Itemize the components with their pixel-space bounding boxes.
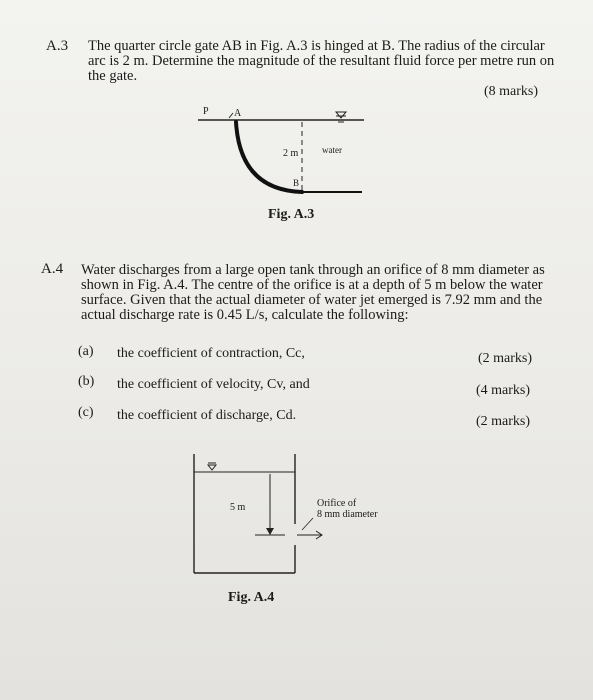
item-letter-a: (a) [78, 344, 94, 359]
item-marks-c: (2 marks) [476, 414, 531, 429]
figure-a3-caption: Fig. A.3 [268, 207, 315, 222]
question-a4-line: shown in Fig. A.4. The centre of the orifice is at a depth of 5 m below the water [81, 277, 543, 293]
question-a4-line: surface. Given that the actual diameter of water jet emerged is 7.92 mm and the [81, 292, 543, 308]
item-marks-a: (2 marks) [478, 351, 533, 366]
question-a3-line: The quarter circle gate AB in Fig. A.3 is hinged at B. The radius of the circular [88, 38, 545, 54]
question-a3-line: the gate. [88, 68, 138, 84]
question-a3-line: arc is 2 m. Determine the magnitude of the resultant fluid force per metre run on [88, 53, 555, 69]
label-b: B [293, 178, 300, 188]
item-text-c: the coefficient of discharge, Cd. [117, 408, 297, 423]
tank-free-surface-symbol [208, 465, 216, 470]
item-text-b: the coefficient of velocity, Cv, and [117, 377, 310, 392]
question-a4-line: actual discharge rate is 0.45 L/s, calculate the following: [81, 307, 409, 323]
item-letter-b: (b) [78, 374, 95, 389]
figure-a4-caption: Fig. A.4 [228, 590, 275, 605]
question-number-a3: A.3 [46, 38, 69, 54]
item-marks-b: (4 marks) [476, 383, 531, 398]
orifice-label [317, 498, 378, 520]
water-label: water [322, 145, 342, 155]
item-text-a: the coefficient of contraction, Cc, [117, 346, 305, 361]
label-p: P [203, 106, 209, 117]
question-a4-line: Water discharges from a large open tank through an orifice of 8 mm diameter as [81, 262, 545, 278]
question-a3-marks: (8 marks) [484, 84, 539, 99]
item-letter-c: (c) [78, 405, 94, 420]
orifice-leader-line [302, 518, 313, 530]
radius-label: 2 m [283, 148, 299, 159]
orifice-label-line1: Orifice of [317, 498, 357, 509]
orifice-label-line2: 8 mm diameter [317, 509, 378, 520]
label-a: A [234, 108, 242, 119]
depth-arrow-head [266, 528, 274, 535]
question-number-a4: A.4 [41, 261, 64, 277]
depth-label: 5 m [230, 502, 246, 513]
